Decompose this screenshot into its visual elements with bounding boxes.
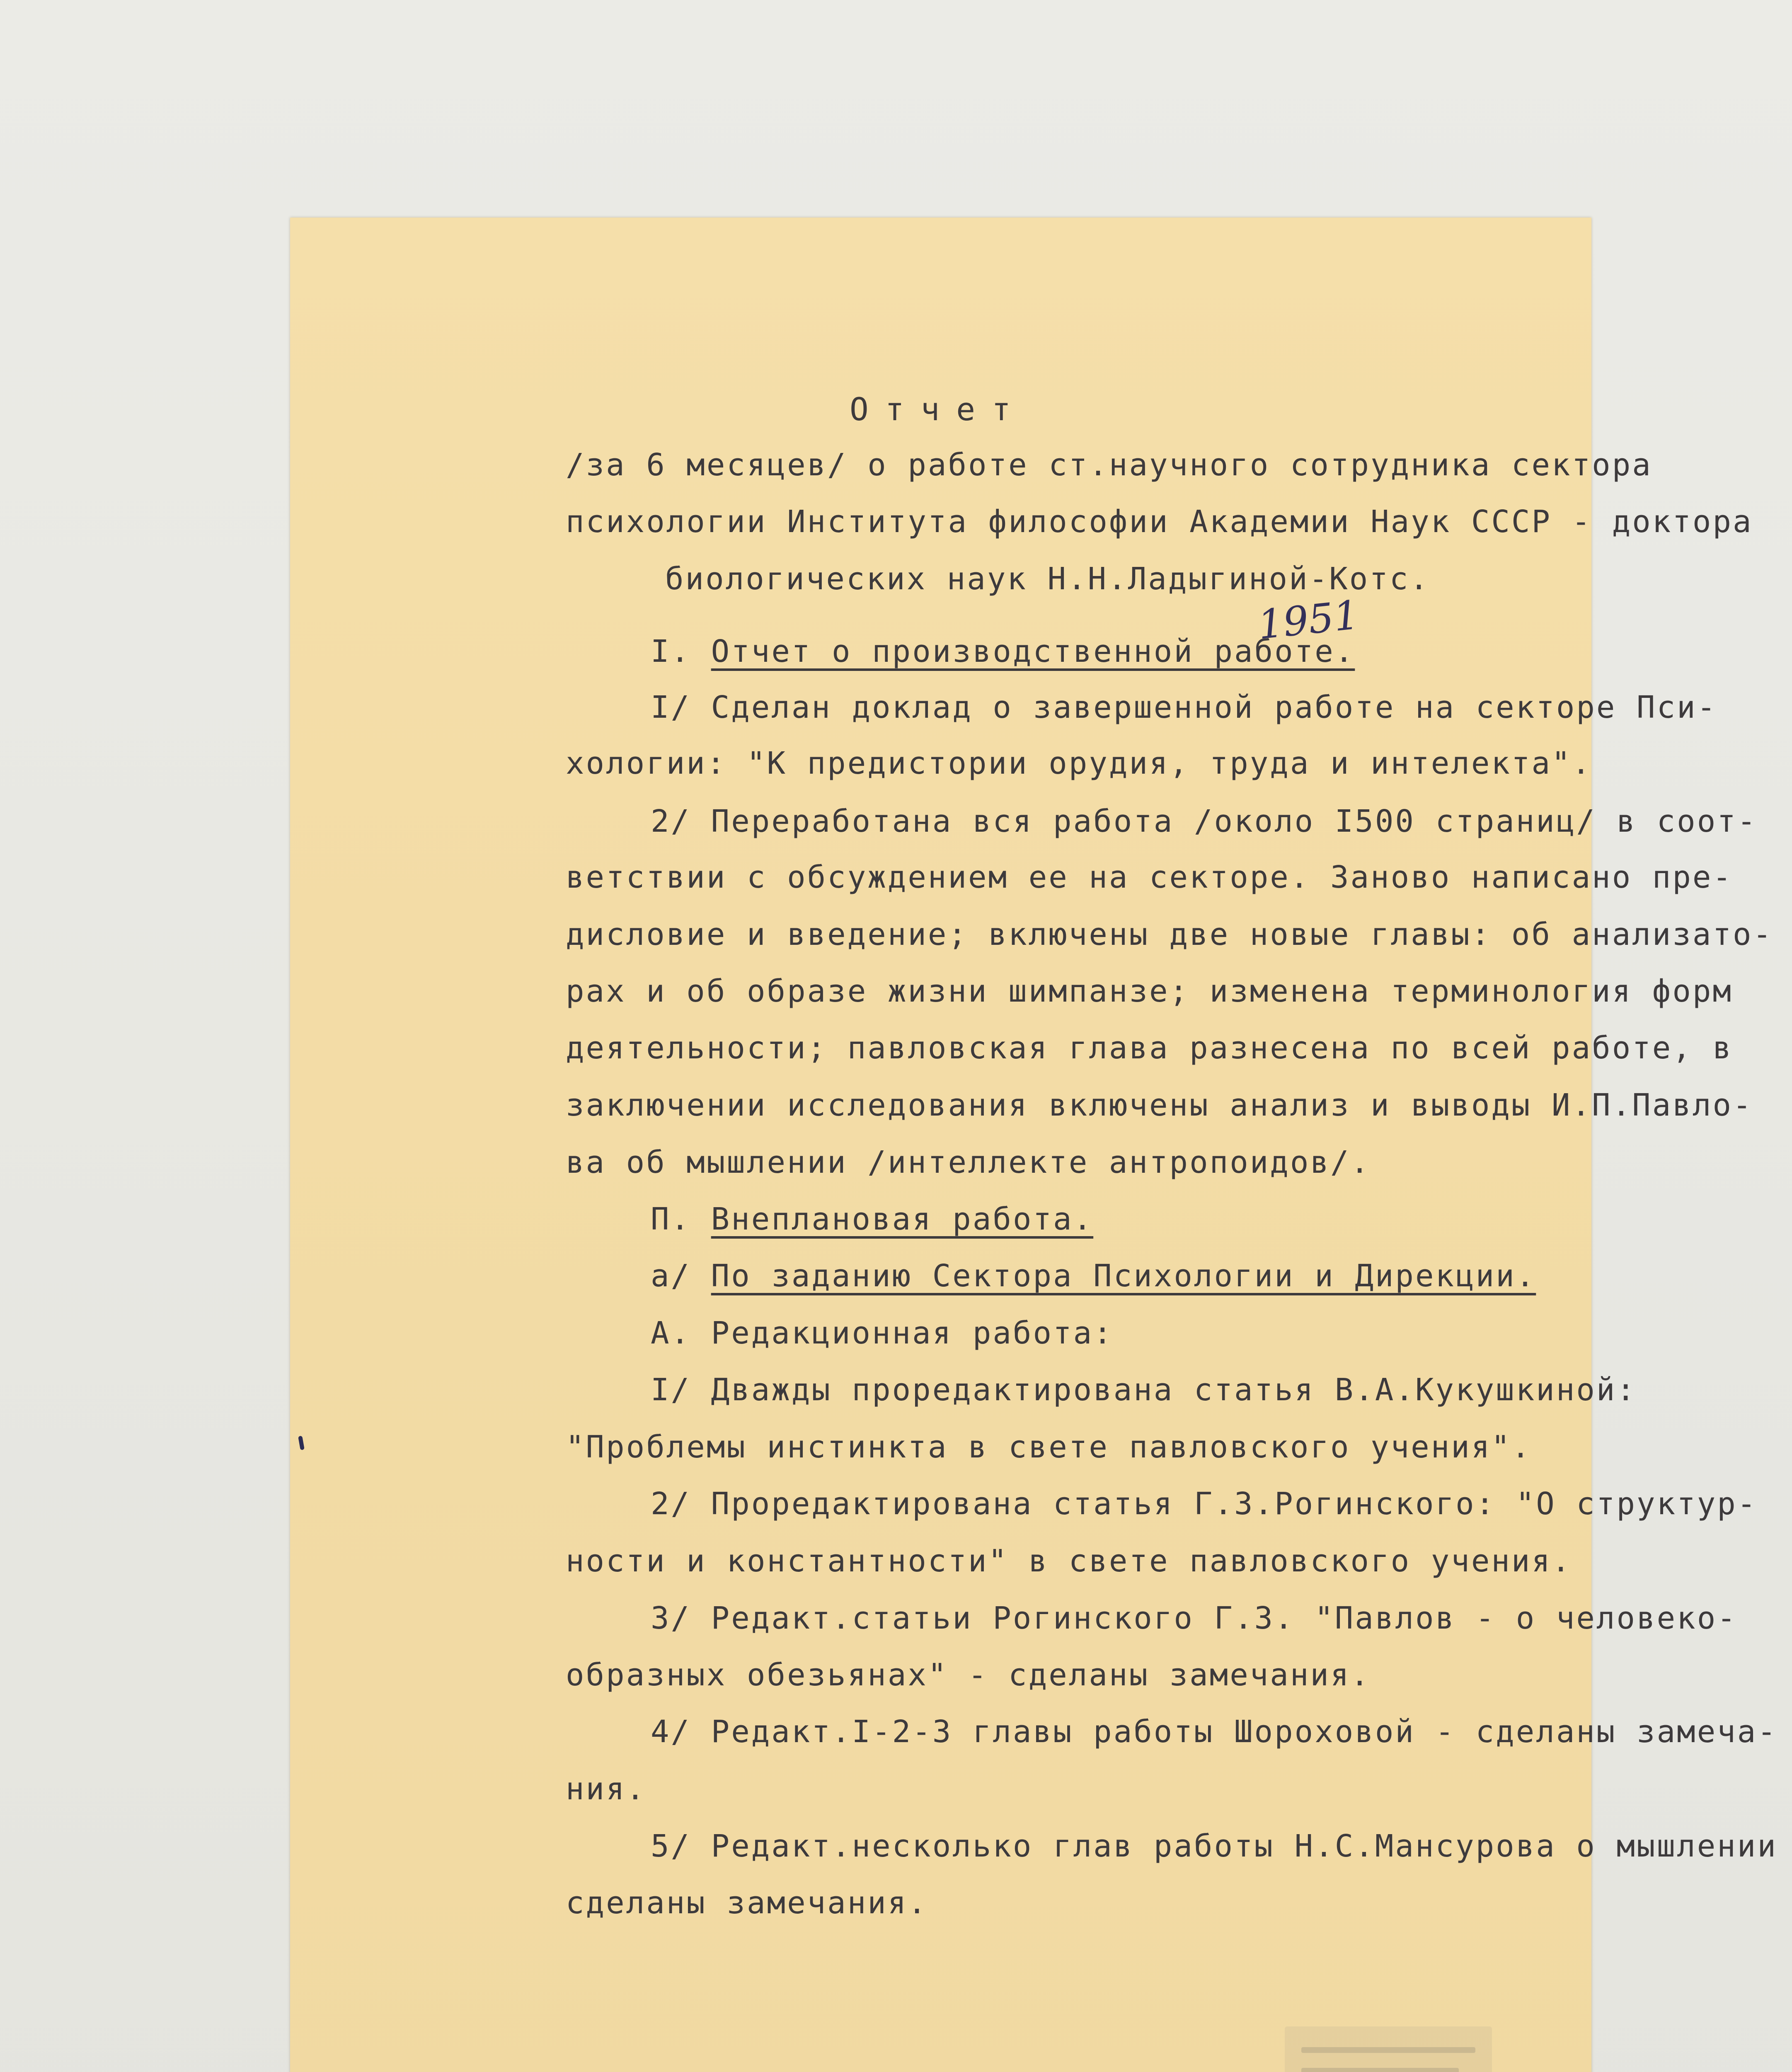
header-line-1: /за 6 месяцев/ о работе ст.научного сотрудника сектора — [566, 447, 1652, 483]
section1-item1-line2: хологии: "К предистории орудия, труда и интелекта". — [566, 746, 1592, 781]
section1-item2-line2: ветствии с обсуждением ее на секторе. Заново написано пре- — [566, 859, 1733, 895]
handwritten-year: 1951 — [1255, 591, 1361, 649]
section1-number: I. — [651, 634, 691, 669]
editorial-item-2-line1: 2/ Проредактирована статья Г.З.Рогинского: "О структур- — [651, 1486, 1758, 1522]
section2-sub-A: А. Редакционная работа: — [651, 1315, 1114, 1351]
section1-item2-line3: дисловие и введение; включены две новые главы: об анализато- — [566, 917, 1773, 952]
section1-item2-line1: 2/ Переработана вся работа /около I500 страниц/ в соот- — [651, 804, 1758, 839]
archive-stamp — [1285, 2026, 1492, 2072]
document-title: Отчет — [850, 391, 1027, 428]
section2-number: П. — [651, 1201, 691, 1237]
section2-title: Внеплановая работа. — [711, 1201, 1094, 1237]
editorial-item-2-line2: ности и константности" в свете павловского учения. — [566, 1543, 1572, 1579]
section2-heading — [651, 1201, 1094, 1237]
stamp-line — [1301, 2047, 1475, 2053]
editorial-item-4-line2: ния. — [566, 1771, 647, 1807]
header-line-2: психологии Института философии Академии Наук СССР - доктора — [566, 504, 1753, 540]
header-line-3: биологических наук Н.Н.Ладыгиной-Котс. — [665, 561, 1430, 597]
sub-a-prefix: а/ — [651, 1258, 691, 1294]
section1-item1-line1: I/ Сделан доклад о завершенной работе на секторе Пси- — [651, 690, 1717, 725]
section1-heading — [651, 636, 1355, 667]
editorial-item-1-line1: I/ Дважды проредактирована статья В.А.Кукушкиной: — [651, 1372, 1637, 1408]
section2-sub-a — [651, 1258, 1536, 1294]
section1-title: Отчет о производственной работе. — [711, 634, 1355, 669]
editorial-item-1-line2: "Проблемы инстинкта в свете павловского учения". — [566, 1429, 1532, 1465]
editorial-item-3-line2: образных обезьянах" - сделаны замечания. — [566, 1657, 1371, 1693]
section1-item2-line4: рах и об образе жизни шимпанзе; изменена терминология форм — [566, 973, 1733, 1009]
stamp-line — [1301, 2068, 1459, 2072]
editorial-item-5-line2: сделаны замечания. — [566, 1885, 928, 1921]
sub-a-heading: По заданию Сектора Психологии и Дирекции. — [711, 1258, 1536, 1294]
section1-item2-line7: ва об мышлении /интеллекте антропоидов/. — [566, 1145, 1371, 1180]
editorial-item-4-line1: 4/ Редакт.I-2-3 главы работы Шороховой - сделаны замеча- — [651, 1714, 1777, 1750]
editorial-item-3-line1: 3/ Редакт.статьи Рогинского Г.З. "Павлов - о человеко- — [651, 1600, 1737, 1636]
section1-item2-line5: деятельности; павловская глава разнесена по всей работе, в — [566, 1030, 1733, 1066]
editorial-item-5-line1: 5/ Редакт.несколько глав работы Н.С.Мансурова о мышлении — [651, 1828, 1777, 1864]
section1-item2-line6: заключении исследования включены анализ и выводы И.П.Павло- — [566, 1087, 1753, 1123]
